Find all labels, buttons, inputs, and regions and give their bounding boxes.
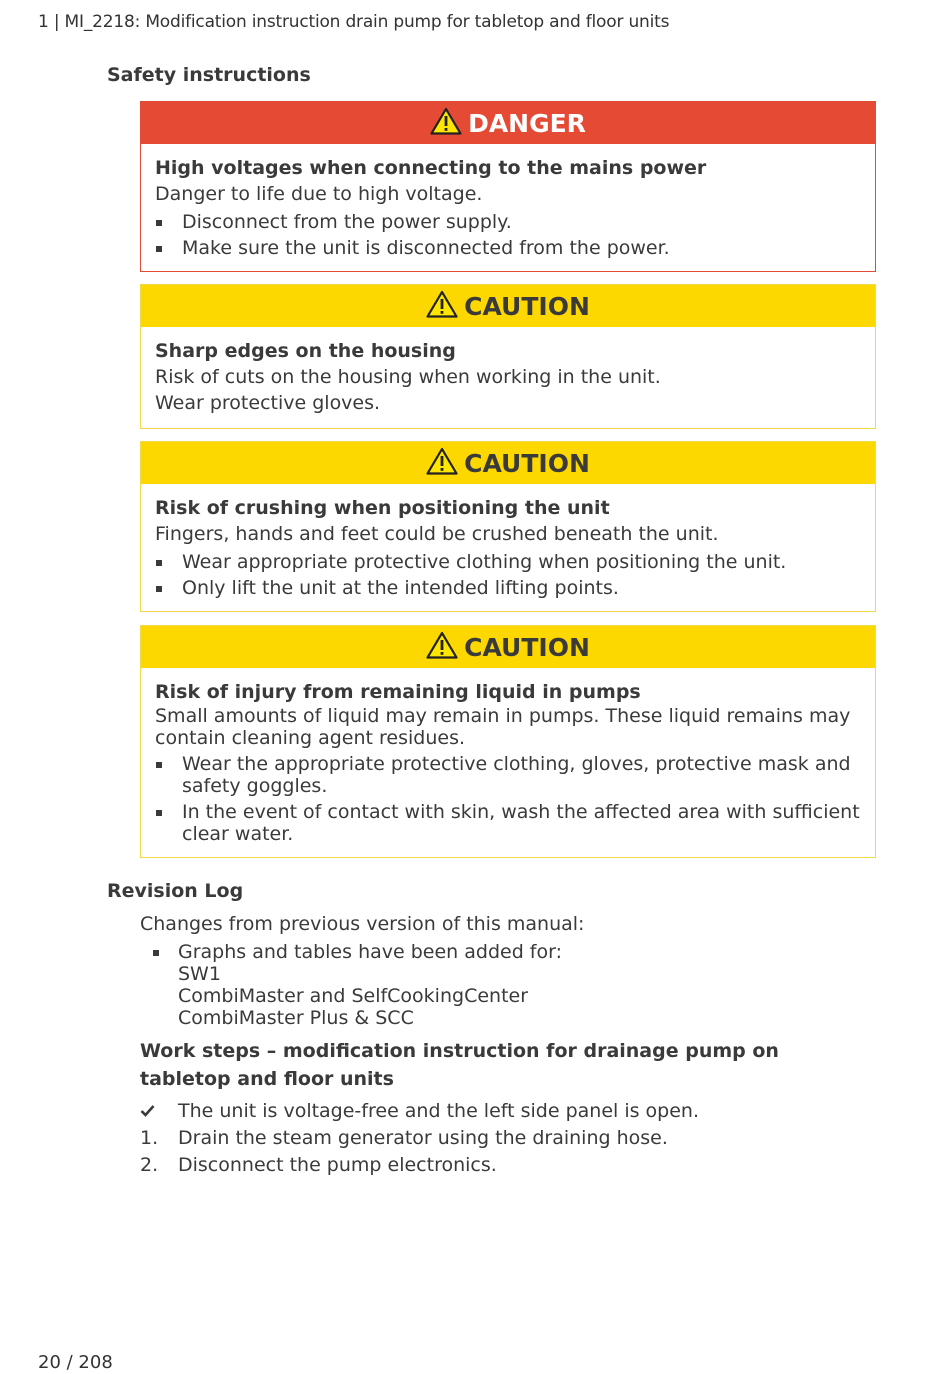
work-steps-list	[140, 1098, 876, 1179]
list-item: Disconnect from the power supply.	[155, 211, 861, 233]
revision-list	[152, 941, 876, 1029]
caution-box-crushing	[140, 441, 876, 612]
revision-item-lead: Graphs and tables have been added for:	[178, 941, 562, 963]
caution-header	[141, 442, 875, 484]
caution-title: Risk of injury from remaining liquid in pumps	[155, 681, 641, 703]
revision-item-line: CombiMaster Plus & SCC	[178, 1007, 414, 1029]
caution-bullets	[155, 753, 861, 845]
page-number: 20 / 208	[38, 1352, 113, 1373]
step-number: 1.	[140, 1127, 159, 1149]
warning-triangle-icon	[430, 107, 462, 135]
caution-bullets	[155, 551, 861, 599]
caution-signal-word: CAUTION	[464, 632, 590, 662]
check-marker	[140, 1098, 178, 1125]
revision-log-heading: Revision Log	[107, 880, 244, 902]
danger-header	[141, 102, 875, 144]
danger-title: High voltages when connecting to the mains power	[155, 157, 707, 179]
danger-body	[141, 144, 875, 271]
caution-box-sharp-edges	[140, 284, 876, 429]
caution-title: Sharp edges on the housing	[155, 340, 456, 362]
caution-box-remaining-liquid	[140, 625, 876, 858]
checkmark-icon	[140, 1104, 155, 1117]
warning-triangle-icon	[426, 447, 458, 475]
caution-body	[141, 668, 875, 857]
caution-body	[141, 327, 875, 428]
list-item	[152, 941, 876, 1029]
caution-title: Risk of crushing when positioning the unit	[155, 497, 610, 519]
list-item: In the event of contact with skin, wash the affected area with sufficient clear water.	[155, 801, 861, 845]
revision-intro: Changes from previous version of this manual:	[140, 913, 585, 935]
danger-signal-word: DANGER	[468, 108, 586, 138]
list-item: Wear the appropriate protective clothing, gloves, protective mask and safety goggles.	[155, 753, 861, 797]
revision-item-line: SW1	[178, 963, 221, 985]
step-item	[140, 1125, 876, 1152]
caution-text: Small amounts of liquid may remain in pumps. These liquid remains may contain cleaning agent residues.	[155, 705, 851, 749]
caution-text: Wear protective gloves.	[155, 392, 381, 414]
caution-header	[141, 285, 875, 327]
precondition-item	[140, 1098, 876, 1125]
page-header: 1 | MI_2218: Modification instruction drain pump for tabletop and floor units	[38, 12, 670, 32]
list-item: Make sure the unit is disconnected from the power.	[155, 237, 861, 259]
step-item	[140, 1152, 876, 1179]
warning-triangle-icon	[426, 631, 458, 659]
caution-body	[141, 484, 875, 611]
caution-header	[141, 626, 875, 668]
danger-text: Danger to life due to high voltage.	[155, 183, 483, 205]
step-number: 2.	[140, 1154, 159, 1176]
caution-text: Fingers, hands and feet could be crushed beneath the unit.	[155, 523, 719, 545]
warning-triangle-icon	[426, 290, 458, 318]
danger-box	[140, 101, 876, 272]
revision-item-line: CombiMaster and SelfCookingCenter	[178, 985, 529, 1007]
work-steps-heading: Work steps – modification instruction for drainage pump on tabletop and floor units	[140, 1040, 779, 1090]
danger-bullets	[155, 211, 861, 259]
revision-log	[140, 911, 876, 1029]
caution-signal-word: CAUTION	[464, 291, 590, 321]
step-text: Drain the steam generator using the draining hose.	[178, 1127, 668, 1149]
list-item: Only lift the unit at the intended lifting points.	[155, 577, 861, 599]
step-text: Disconnect the pump electronics.	[178, 1154, 497, 1176]
list-item: Wear appropriate protective clothing when positioning the unit.	[155, 551, 861, 573]
caution-text: Risk of cuts on the housing when working in the unit.	[155, 366, 661, 388]
precondition-text: The unit is voltage-free and the left side panel is open.	[178, 1100, 700, 1122]
safety-instructions-heading: Safety instructions	[107, 64, 311, 86]
caution-signal-word: CAUTION	[464, 448, 590, 478]
